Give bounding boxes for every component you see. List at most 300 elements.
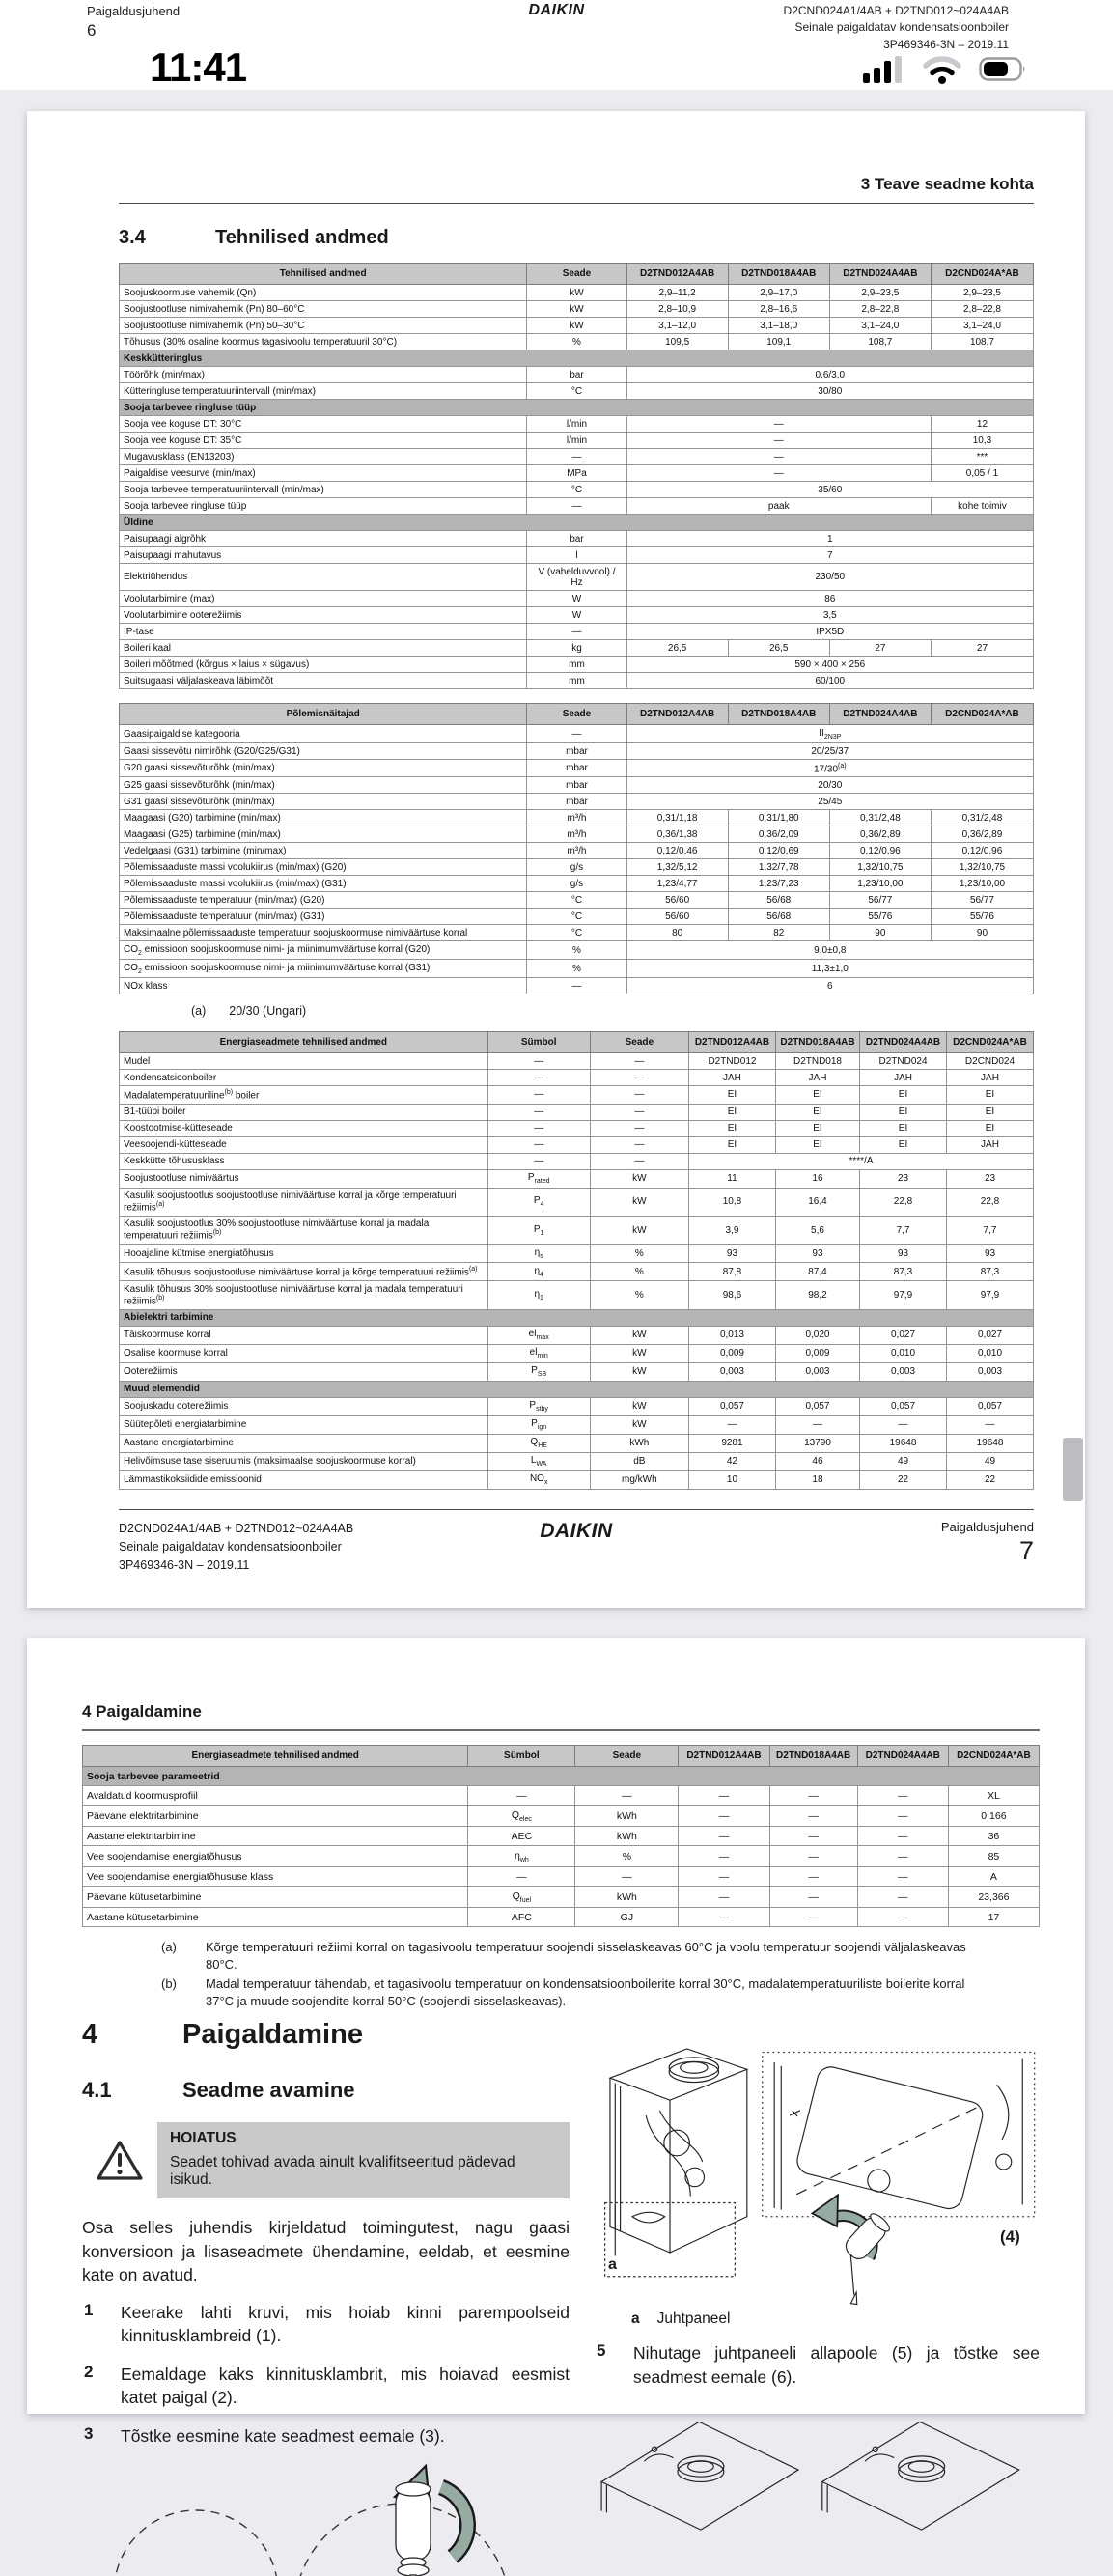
table-label-cell: Päevane elektritarbimine	[83, 1806, 468, 1827]
table-value-cell: EI	[775, 1104, 859, 1120]
table-value-cell: 87,3	[860, 1263, 947, 1281]
table-value-cell: —	[487, 1120, 590, 1136]
section-3-4-title	[119, 227, 1034, 249]
battery-icon	[979, 57, 1026, 86]
table-label-cell: Hooajaline kütmise energiatõhusus	[120, 1245, 488, 1263]
table-value-cell: 93	[860, 1245, 947, 1263]
two-column-area	[82, 2017, 1040, 2576]
table-value-cell: 3,1–24,0	[931, 318, 1033, 334]
table-value-cell: 0,020	[775, 1326, 859, 1344]
table-label-cell: Kasulik tõhusus soojustootluse nimiväärtuse korral ja kõrge temperatuuri režiimis$^{(a)}$	[120, 1263, 488, 1281]
table-row	[120, 1136, 1034, 1153]
table-value-cell: kWh	[575, 1827, 679, 1846]
footnote-text: Madal temperatuur tähendab, et tagasivoolu temperatuur on kondensatsioonboilerite korral 30°C, madalatemperatuuriliste boilerite korral 37°C ja muude soojendite korral 50°C (soojendi sisselaskeavas).	[206, 1976, 965, 2008]
table-value-cell: kW	[590, 1415, 688, 1434]
data-table	[119, 703, 1034, 994]
table-row	[120, 591, 1034, 607]
table-label-cell: Gaasi sissevõtu nimirõhk (G20/G25/G31)	[120, 743, 527, 760]
table-value-cell: $el_{max}$	[487, 1326, 590, 1344]
table-row	[120, 978, 1034, 994]
table-label-cell: Sooja vee koguse DT: 30°C	[120, 416, 527, 433]
table-value-cell: 98,2	[775, 1281, 859, 1309]
table-value-cell: 0,12/0,46	[626, 843, 728, 859]
chapter-4-heading	[82, 2019, 570, 2051]
table-label-cell: Elektriühendus	[120, 564, 527, 591]
table-row	[120, 725, 1034, 743]
table-value-cell: 2,9–17,0	[728, 285, 829, 301]
table-label-cell: $CO_2$ emissioon soojuskoormuse nimi- ja miinimumväärtuse korral (G31)	[120, 960, 527, 978]
table-header-cell: Põlemisnäitajad	[120, 704, 527, 725]
table-value-cell: 2,8–10,9	[626, 301, 728, 318]
table-header-cell: Energiaseadmete tehnilised andmed	[83, 1746, 468, 1767]
table-value-cell: —	[487, 1104, 590, 1120]
table-value-cell: —	[468, 1867, 575, 1887]
table-value-cell: 230/50	[626, 564, 1033, 591]
section-title-text: Seadme avamine	[182, 2078, 355, 2103]
table-value-cell: 22,8	[947, 1188, 1034, 1216]
table-label-cell: G25 gaasi sissevõturõhk (min/max)	[120, 777, 527, 794]
table-label-cell: Kasulik soojustootlus soojustootluse nimiväärtuse korral ja kõrge temperatuuri režiimis$^{(a)}$	[120, 1188, 488, 1216]
table-value-cell: 35/60	[626, 482, 1033, 498]
table-value-cell: JAH	[775, 1070, 859, 1086]
table-row	[120, 1344, 1034, 1362]
caption-key: a	[631, 2310, 640, 2328]
table-value-cell: %	[590, 1281, 688, 1309]
table-row	[120, 318, 1034, 334]
table-row	[83, 1827, 1040, 1846]
table-label-cell: Gaasipaigaldise kategooria	[120, 725, 527, 743]
table-value-cell: 1,23/10,00	[829, 876, 931, 892]
table-value-cell: g/s	[527, 876, 626, 892]
table-label-cell: Osalise koormuse korral	[120, 1344, 488, 1362]
data-table	[119, 263, 1034, 689]
table-row	[120, 760, 1034, 777]
table-value-cell: —	[857, 1827, 948, 1846]
table-value-cell: —	[527, 624, 626, 640]
table-value-cell: —	[679, 1806, 769, 1827]
table-value-cell: $\eta_4$	[487, 1263, 590, 1281]
table-value-cell: 2,8–22,8	[829, 301, 931, 318]
table-value-cell: EI	[947, 1120, 1034, 1136]
step-text: Tõstke eesmine kate seadmest eemale (3).	[121, 2425, 445, 2446]
table-value-cell: kW	[590, 1169, 688, 1188]
table-header-cell: D2TND024A4AB	[860, 1032, 947, 1053]
table-value-cell: —	[857, 1887, 948, 1908]
table-value-cell: $P_{stby}$	[487, 1397, 590, 1415]
data-table	[119, 1031, 1034, 1489]
table-value-cell: 49	[947, 1452, 1034, 1470]
table-header-cell: Seade	[527, 264, 626, 285]
table-value-cell: D2TND018	[775, 1053, 859, 1070]
page2-content	[82, 1638, 1040, 2576]
table-value-cell: g/s	[527, 859, 626, 876]
table-value-cell: —	[590, 1070, 688, 1086]
table-header-cell: D2TND012A4AB	[626, 704, 728, 725]
table-value-cell: 98,6	[688, 1281, 775, 1309]
table-value-cell: 10,8	[688, 1188, 775, 1216]
table-value-cell: kW	[527, 318, 626, 334]
table-value-cell: IPX5D	[626, 624, 1033, 640]
table-value-cell: 0,010	[860, 1344, 947, 1362]
table-value-cell: $el_{min}$	[487, 1344, 590, 1362]
daikin-logo: DAIKIN	[540, 1520, 613, 1542]
table-value-cell: 0,009	[775, 1344, 859, 1362]
data-table	[82, 1745, 1040, 1927]
table-value-cell: l	[527, 547, 626, 564]
step-text: Nihutage juhtpaneeli allapoole (5) ja tõstke see seadmest eemale (6).	[633, 2343, 1040, 2387]
table-header-cell: Tehnilised andmed	[120, 264, 527, 285]
table-row	[120, 367, 1034, 383]
table-value-cell: GJ	[575, 1908, 679, 1927]
table-value-cell: l/min	[527, 416, 626, 433]
table-value-cell: %	[527, 941, 626, 960]
table-value-cell: 7	[626, 547, 1033, 564]
table-value-cell: 49	[860, 1452, 947, 1470]
table-value-cell: 86	[626, 591, 1033, 607]
table-row	[120, 777, 1034, 794]
table-value-cell: 1,32/5,12	[626, 859, 728, 876]
energy-data-table	[119, 1031, 1034, 1489]
step-number: 2	[84, 2362, 94, 2381]
table-value-cell: 85	[948, 1846, 1039, 1867]
table-label-cell: Voolutarbimine ooterežiimis	[120, 607, 527, 624]
table-value-cell: 55/76	[829, 909, 931, 925]
table-value-cell: $Q_{HE}$	[487, 1434, 590, 1452]
caption-control-panel	[631, 2310, 1040, 2328]
table-label-cell: Sooja vee koguse DT: 35°C	[120, 433, 527, 449]
table-value-cell: mm	[527, 673, 626, 689]
table-row	[120, 547, 1034, 564]
table-value-cell: AFC	[468, 1908, 575, 1927]
table-value-cell: %	[527, 334, 626, 350]
table-row	[120, 350, 1034, 367]
table-value-cell: 56/60	[626, 892, 728, 909]
table-label-cell: Koostootmise-kütteseade	[120, 1120, 488, 1136]
illustration-open-unit	[595, 2017, 1040, 2307]
table-row	[120, 843, 1034, 859]
callout-label-a: a	[608, 2256, 617, 2274]
table-value-cell: mbar	[527, 743, 626, 760]
caption-text: Juhtpaneel	[656, 2310, 731, 2328]
table-value-cell: 1,32/7,78	[728, 859, 829, 876]
table-value-cell: —	[575, 1786, 679, 1806]
table-label-cell: Kütteringluse temperatuuriintervall (min/max)	[120, 383, 527, 400]
table-value-cell: EI	[860, 1104, 947, 1120]
table-value-cell: EI	[860, 1120, 947, 1136]
table-value-cell: —	[626, 416, 931, 433]
table-value-cell: kWh	[590, 1434, 688, 1452]
table-value-cell: —	[487, 1136, 590, 1153]
table-value-cell: 0,027	[860, 1326, 947, 1344]
daikin-logo: DAIKIN	[528, 2, 585, 18]
table-value-cell: —	[857, 1786, 948, 1806]
table-value-cell: 11	[688, 1169, 775, 1188]
table-value-cell: kW	[527, 285, 626, 301]
table-label-cell: Madalatemperatuuriline$^{(b)}$ boiler	[120, 1086, 488, 1104]
table-value-cell: m³/h	[527, 810, 626, 826]
step-item	[82, 2424, 570, 2449]
table-value-cell: D2TND024	[860, 1053, 947, 1070]
table-value-cell: 6	[626, 978, 1033, 994]
table-label-cell: Sooja tarbevee temperatuuriintervall (min/max)	[120, 482, 527, 498]
table-value-cell: dB	[590, 1452, 688, 1470]
table-header-cell: Seade	[575, 1746, 679, 1767]
scroll-indicator[interactable]	[1063, 1438, 1083, 1501]
table-row	[120, 1120, 1034, 1136]
table-value-cell: 0,009	[688, 1344, 775, 1362]
table-value-cell: 2,9–23,5	[931, 285, 1033, 301]
table-value-cell: 36	[948, 1827, 1039, 1846]
table-value-cell: 26,5	[626, 640, 728, 657]
table-label-cell: Keskkütte tõhususklass	[120, 1153, 488, 1169]
table-value-cell: 3,5	[626, 607, 1033, 624]
table-header-cell: D2TND012A4AB	[626, 264, 728, 285]
table-value-cell: —	[626, 433, 931, 449]
table-row	[120, 657, 1034, 673]
table-row	[83, 1908, 1040, 1927]
table-section-cell: Muud elemendid	[120, 1381, 1034, 1397]
table-value-cell: 1,32/10,75	[931, 859, 1033, 876]
table-value-cell: —	[590, 1120, 688, 1136]
table-value-cell: EI	[775, 1136, 859, 1153]
table-value-cell: kW	[590, 1216, 688, 1244]
table-header-cell: D2CND024A*AB	[931, 264, 1033, 285]
table-value-cell: 97,9	[860, 1281, 947, 1309]
table-value-cell: kohe toimiv	[931, 498, 1033, 515]
table-value-cell: 9281	[688, 1434, 775, 1452]
table-value-cell: —	[769, 1827, 857, 1846]
table-value-cell: —	[947, 1415, 1034, 1434]
table-value-cell: kW	[590, 1188, 688, 1216]
table-value-cell: kW	[590, 1362, 688, 1381]
table-value-cell: %	[590, 1263, 688, 1281]
table-value-cell: 13790	[775, 1434, 859, 1452]
table-value-cell: —	[860, 1415, 947, 1434]
table-value-cell: EI	[947, 1104, 1034, 1120]
table-value-cell: —	[857, 1908, 948, 1927]
footnotes-block	[161, 1939, 1040, 2009]
table-value-cell: EI	[775, 1086, 859, 1104]
table-value-cell: —	[857, 1806, 948, 1827]
table-value-cell: 3,1–18,0	[728, 318, 829, 334]
table-value-cell: 9,0±0,8	[626, 941, 1033, 960]
table-row	[120, 1452, 1034, 1470]
table-value-cell: $\eta_1$	[487, 1281, 590, 1309]
table-row	[120, 794, 1034, 810]
table-value-cell: —	[679, 1786, 769, 1806]
running-header-chapter3: 3 Teave seadme kohta	[119, 175, 1034, 204]
table-row	[120, 1104, 1034, 1120]
table-row	[120, 640, 1034, 657]
table-row	[120, 810, 1034, 826]
table-label-cell: Maksimaalne põlemissaaduste temperatuur soojuskoormuse nimiväärtuse korral	[120, 925, 527, 941]
table-header-cell: D2TND018A4AB	[728, 264, 829, 285]
table-value-cell: 27	[829, 640, 931, 657]
table-value-cell: 2,9–11,2	[626, 285, 728, 301]
table-value-cell: JAH	[860, 1070, 947, 1086]
table-label-cell: Lämmastikoksiidide emissioonid	[120, 1470, 488, 1489]
table-value-cell: —	[590, 1153, 688, 1169]
table-value-cell: 56/68	[728, 909, 829, 925]
table-value-cell: 87,3	[947, 1263, 1034, 1281]
table-value-cell: 108,7	[931, 334, 1033, 350]
table-label-cell: Helivõimsuse tase siseruumis (maksimaalse soojuskoormuse korral)	[120, 1452, 488, 1470]
table-value-cell: —	[857, 1846, 948, 1867]
table-value-cell: 0,057	[688, 1397, 775, 1415]
footer-page-number: 7	[1018, 1536, 1034, 1565]
table-row	[120, 941, 1034, 960]
warning-box	[82, 2122, 570, 2198]
table-label-cell: Põlemissaaduste temperatuur (min/max) (G31)	[120, 909, 527, 925]
table-value-cell: l/min	[527, 433, 626, 449]
table-value-cell: —	[527, 978, 626, 994]
table-value-cell: EI	[688, 1136, 775, 1153]
table-label-cell: Soojustootluse nimiväärtus	[120, 1169, 488, 1188]
table-value-cell: mm	[527, 657, 626, 673]
table-value-cell: 0,36/2,89	[931, 826, 1033, 843]
table-value-cell: 0,003	[947, 1362, 1034, 1381]
table-value-cell: 80	[626, 925, 728, 941]
table-value-cell: —	[527, 449, 626, 465]
table-value-cell: 0,12/0,96	[931, 843, 1033, 859]
table-value-cell: mg/kWh	[590, 1470, 688, 1489]
table-value-cell: 0,05 / 1	[931, 465, 1033, 482]
table-row	[120, 607, 1034, 624]
section-number: 4.1	[82, 2078, 112, 2103]
table-value-cell: —	[679, 1887, 769, 1908]
table-value-cell: —	[590, 1104, 688, 1120]
table-value-cell: —	[769, 1867, 857, 1887]
table-value-cell: EI	[947, 1086, 1034, 1104]
step-number: 1	[84, 2300, 94, 2319]
table-value-cell: —	[527, 498, 626, 515]
table-label-cell: Voolutarbimine (max)	[120, 591, 527, 607]
table-row	[120, 465, 1034, 482]
steps-list	[82, 2301, 570, 2449]
table-value-cell: kW	[590, 1326, 688, 1344]
warning-body	[157, 2122, 570, 2198]
table-value-cell: $P_{SB}$	[487, 1362, 590, 1381]
table-value-cell: $\eta_s$	[487, 1245, 590, 1263]
table-label-cell: Avaldatud koormusprofiil	[83, 1786, 468, 1806]
table-row	[83, 1767, 1040, 1786]
table-value-cell: 1,32/10,75	[829, 859, 931, 876]
table-value-cell: 0,003	[688, 1362, 775, 1381]
table-label-cell: Mudel	[120, 1053, 488, 1070]
table-row	[120, 624, 1034, 640]
table-header-cell: D2TND018A4AB	[775, 1032, 859, 1053]
table-label-cell: $CO_2$ emissioon soojuskoormuse nimi- ja miinimumväärtuse korral (G20)	[120, 941, 527, 960]
table-value-cell: °C	[527, 383, 626, 400]
table-row	[120, 1470, 1034, 1489]
table-value-cell: EI	[860, 1136, 947, 1153]
table-row	[83, 1867, 1040, 1887]
table-value-cell: EI	[688, 1104, 775, 1120]
table-value-cell: 25/45	[626, 794, 1033, 810]
pdf-page-1[interactable]	[27, 111, 1085, 1608]
footnote-label: (a)	[191, 1004, 207, 1019]
footer-subtitle: Seinale paigaldatav kondensatsioonboiler	[119, 1539, 342, 1554]
table-value-cell: A	[948, 1867, 1039, 1887]
table-value-cell: W	[527, 607, 626, 624]
table-label-cell: Töörõhk (min/max)	[120, 367, 527, 383]
table-header-cell: D2CND024A*AB	[931, 704, 1033, 725]
doc-header-model: D2CND024A1/4AB + D2TND012~024A4AB	[783, 4, 1009, 17]
table-label-cell: Soojuskoormuse vahemik (Qn)	[120, 285, 527, 301]
signal-bars-icon	[863, 55, 905, 89]
table-row	[120, 449, 1034, 465]
table-row	[120, 1188, 1034, 1216]
table-value-cell: MPa	[527, 465, 626, 482]
table-label-cell: Ooterežiimis	[120, 1362, 488, 1381]
table-value-cell: 5,6	[775, 1216, 859, 1244]
table-value-cell: %	[527, 960, 626, 978]
table-value-cell: 2,8–16,6	[728, 301, 829, 318]
doc-header-left	[87, 4, 180, 41]
table-value-cell: 16,4	[775, 1188, 859, 1216]
table-row	[120, 1245, 1034, 1263]
table-row	[120, 1169, 1034, 1188]
table-value-cell: —	[679, 1846, 769, 1867]
table-value-cell: 0,057	[947, 1397, 1034, 1415]
table-header-cell: Energiaseadmete tehnilised andmed	[120, 1032, 488, 1053]
section-title-text: Tehnilised andmed	[215, 227, 389, 248]
table-value-cell: 0,003	[775, 1362, 859, 1381]
table-value-cell: —	[769, 1786, 857, 1806]
table-label-cell: G20 gaasi sissevõturõhk (min/max)	[120, 760, 527, 777]
table-value-cell: 0,31/1,18	[626, 810, 728, 826]
table-value-cell: AEC	[468, 1827, 575, 1846]
table-value-cell: —	[769, 1887, 857, 1908]
doc-header-code: 3P469346-3N – 2019.11	[883, 37, 1009, 51]
table-header-cell: D2TND024A4AB	[829, 264, 931, 285]
table-value-cell: ****/A	[688, 1153, 1033, 1169]
table-value-cell: W	[527, 591, 626, 607]
table-header-cell: D2TND018A4AB	[728, 704, 829, 725]
table-label-cell: Aastane kütusetarbimine	[83, 1908, 468, 1927]
table-value-cell: —	[857, 1867, 948, 1887]
table-value-cell: 56/77	[931, 892, 1033, 909]
table-row	[120, 416, 1034, 433]
step-number: 5	[597, 2341, 606, 2361]
table-value-cell: kWh	[575, 1887, 679, 1908]
table-row	[120, 498, 1034, 515]
table-value-cell: 18	[775, 1470, 859, 1489]
table-value-cell: 23	[860, 1169, 947, 1188]
table-label-cell: Suitsugaasi väljalaskeava läbimõõt	[120, 673, 527, 689]
table-value-cell: 97,9	[947, 1281, 1034, 1309]
table-label-cell: Sooja tarbevee ringluse tüüp	[120, 498, 527, 515]
table-value-cell: %	[590, 1245, 688, 1263]
table-value-cell: 19648	[860, 1434, 947, 1452]
table-row	[120, 1397, 1034, 1415]
table-value-cell: 90	[931, 925, 1033, 941]
table-row	[120, 876, 1034, 892]
table-row	[120, 285, 1034, 301]
table-label-cell: Täiskoormuse korral	[120, 1326, 488, 1344]
table-value-cell: 109,1	[728, 334, 829, 350]
table-value-cell: 22,8	[860, 1188, 947, 1216]
table-row	[120, 400, 1034, 416]
table-value-cell: 20/25/37	[626, 743, 1033, 760]
table-value-cell: 7,7	[947, 1216, 1034, 1244]
table-value-cell: 0,31/2,48	[829, 810, 931, 826]
table-value-cell: 3,1–24,0	[829, 318, 931, 334]
table-row	[120, 482, 1034, 498]
pdf-page-2[interactable]	[27, 1638, 1085, 2446]
footer-right	[941, 1520, 1034, 1566]
table-value-cell: 0,013	[688, 1326, 775, 1344]
